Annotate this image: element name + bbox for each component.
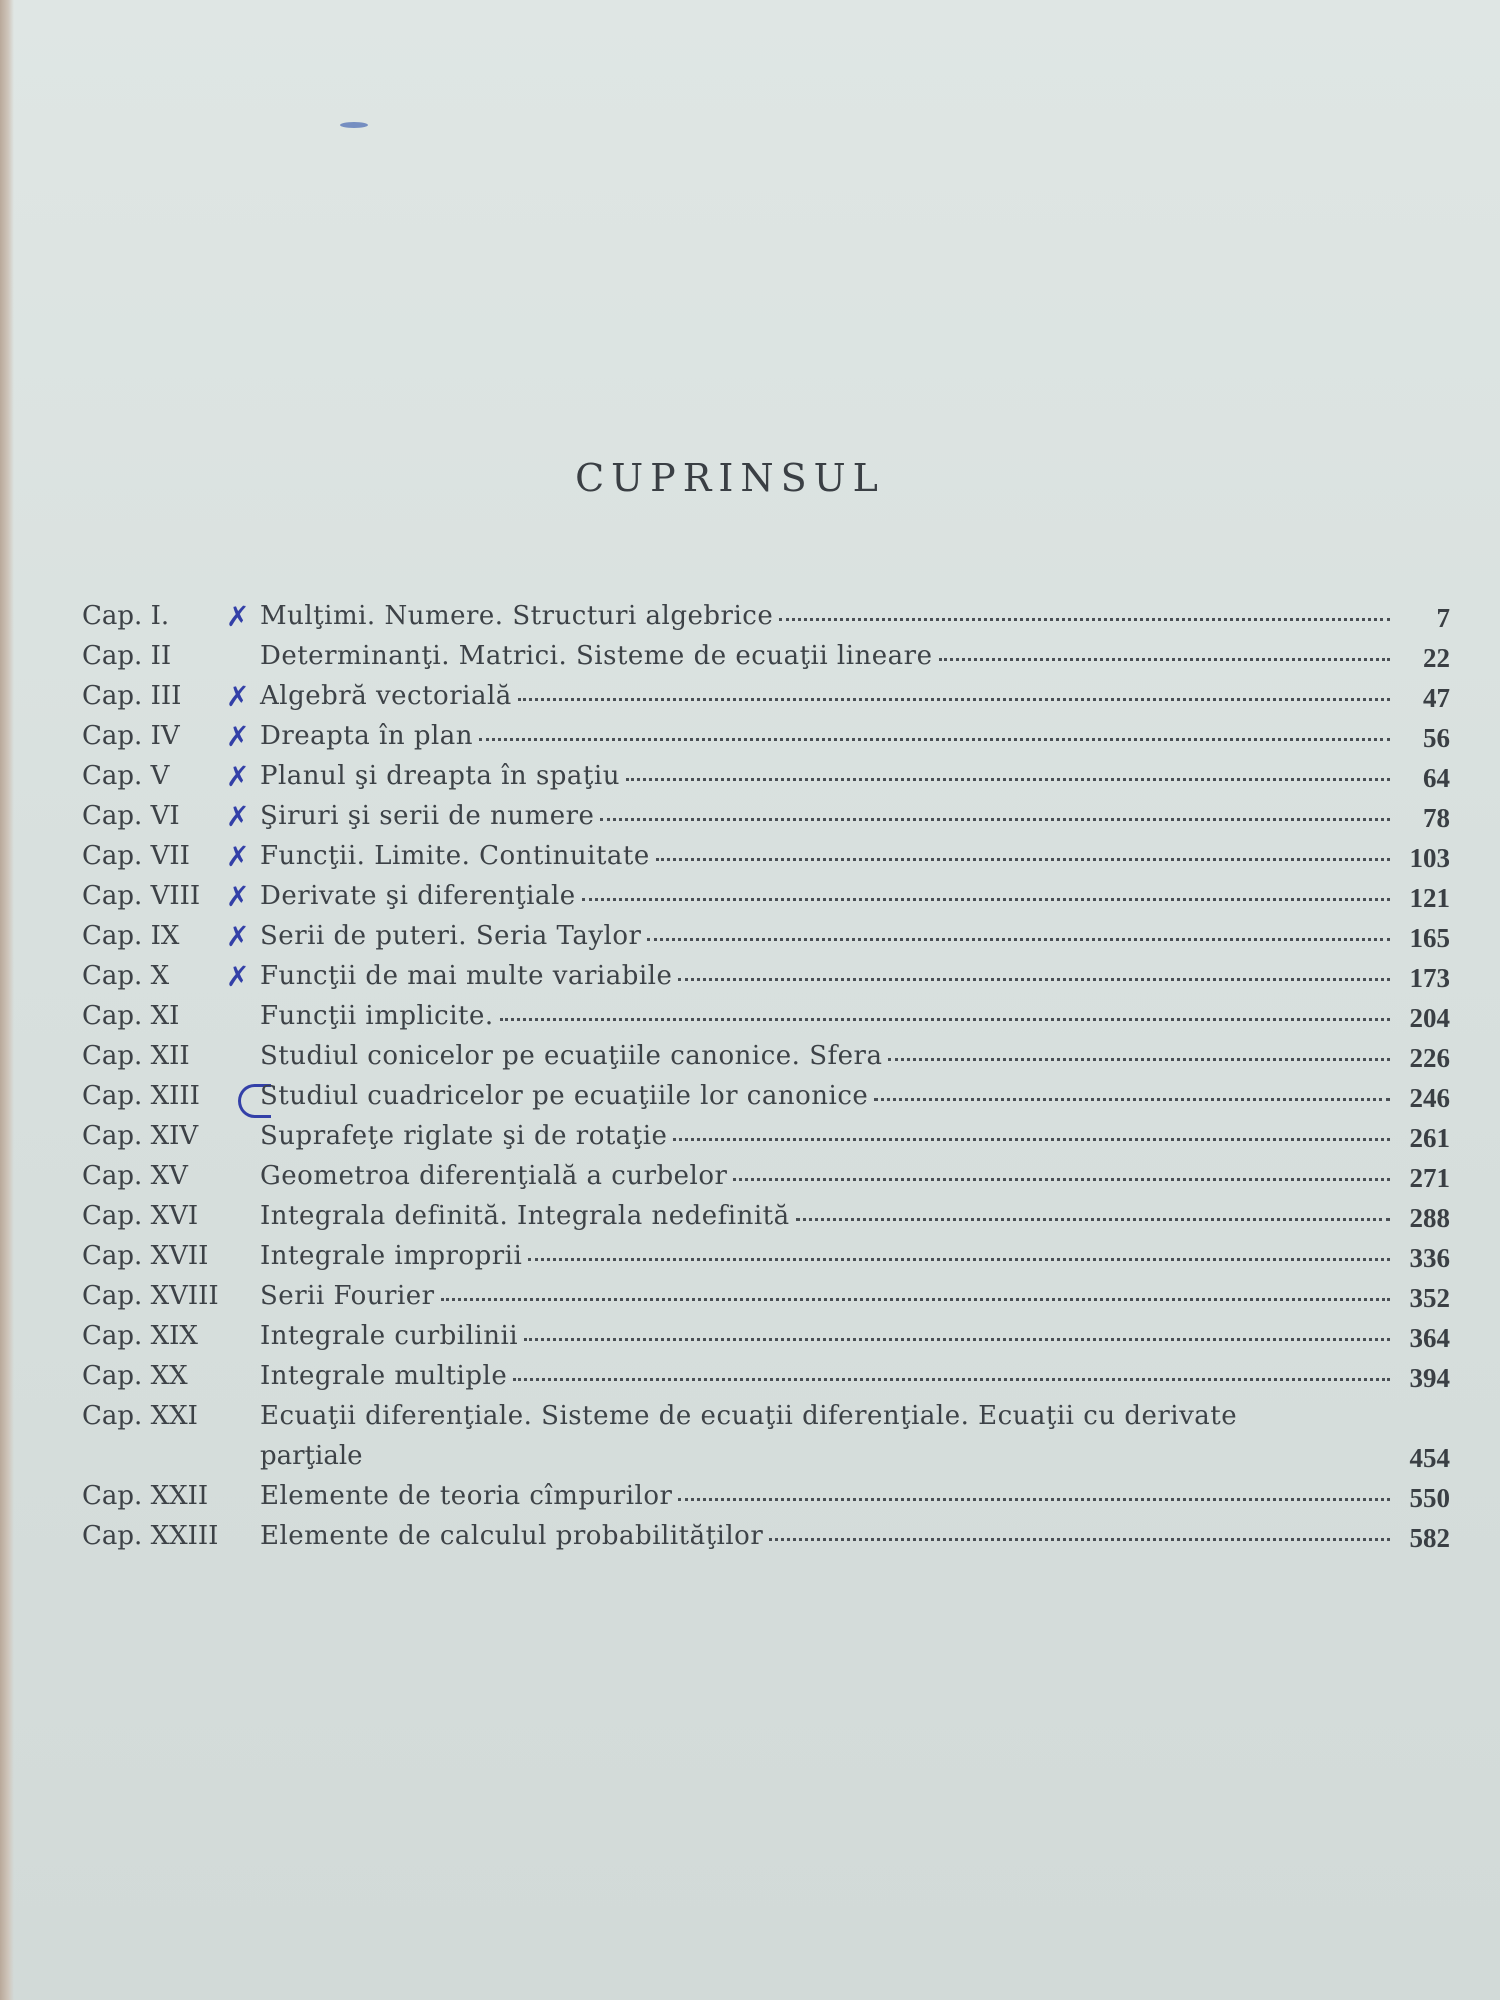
page-number: 271 (1409, 1163, 1450, 1193)
toc-row (60, 636, 1450, 676)
chapter-entry (260, 1196, 1390, 1236)
page-number: 226 (1409, 1043, 1450, 1073)
chapter-title: Geometroa diferenţială a curbelor (260, 1161, 728, 1191)
chapter-title: Funcţii implicite. (260, 1001, 494, 1031)
chapter-number: Cap. XXII (82, 1481, 209, 1511)
chapter-number: Cap. XIII (82, 1081, 200, 1111)
dot-leader (479, 738, 1390, 741)
chapter-entry (260, 1076, 1390, 1116)
pen-check-mark-icon: ✗ (226, 960, 250, 993)
page-title: CUPRINSUL (575, 456, 885, 500)
toc-row (60, 676, 1450, 716)
toc-row (60, 1396, 1450, 1476)
chapter-title: Serii Fourier (260, 1281, 435, 1311)
chapter-entry (260, 916, 1390, 956)
dot-leader (513, 1378, 1390, 1381)
page-binding-edge (0, 0, 14, 2000)
toc-row (60, 1036, 1450, 1076)
page-number: 64 (1423, 763, 1450, 793)
chapter-number: Cap. X (82, 961, 170, 991)
chapter-number: Cap. IV (82, 721, 180, 751)
chapter-entry (260, 636, 1390, 676)
chapter-number: Cap. XII (82, 1041, 190, 1071)
dot-leader (524, 1338, 1390, 1341)
dot-leader (673, 1138, 1390, 1141)
pen-check-mark-icon: ✗ (226, 880, 250, 913)
chapter-entry (260, 1116, 1390, 1156)
chapter-entry (260, 756, 1390, 796)
chapter-number: Cap. IX (82, 921, 180, 951)
dot-leader (779, 618, 1390, 621)
ink-smudge (340, 122, 368, 128)
chapter-entry (260, 1236, 1390, 1276)
page-number: 47 (1423, 683, 1450, 713)
page-number: 454 (1409, 1443, 1450, 1473)
chapter-number: Cap. VIII (82, 881, 201, 911)
chapter-number: Cap. V (82, 761, 170, 791)
chapter-entry (260, 596, 1390, 636)
page-number: 173 (1409, 963, 1450, 993)
page-number: 56 (1423, 723, 1450, 753)
chapter-number: Cap. XI (82, 1001, 180, 1031)
page-number: 364 (1409, 1323, 1450, 1353)
chapter-number: Cap. I. (82, 601, 170, 631)
page-number: 261 (1409, 1123, 1450, 1153)
chapter-number: Cap. XX (82, 1361, 188, 1391)
pen-check-mark-icon: ✗ (226, 920, 250, 953)
toc-row (60, 1116, 1450, 1156)
chapter-number: Cap. VI (82, 801, 180, 831)
dot-leader (874, 1098, 1390, 1101)
toc-row (60, 956, 1450, 996)
pen-check-mark-icon: ✗ (226, 720, 250, 753)
pen-check-mark-icon: ✗ (226, 600, 250, 633)
chapter-title: Determinanţi. Matrici. Sisteme de ecuaţii lineare (260, 641, 933, 671)
chapter-number: Cap. XVII (82, 1241, 209, 1271)
chapter-entry (260, 1356, 1390, 1396)
chapter-title: Elemente de calculul probabilităţilor (260, 1521, 764, 1551)
dot-leader (647, 938, 1390, 941)
page-number: 336 (1409, 1243, 1450, 1273)
chapter-entry (260, 1036, 1390, 1076)
chapter-title: Algebră vectorială (260, 681, 512, 711)
page-number: 550 (1409, 1483, 1450, 1513)
toc-row (60, 996, 1450, 1036)
dot-leader (678, 978, 1390, 981)
toc-row (60, 1196, 1450, 1236)
dot-leader (939, 658, 1391, 661)
chapter-title: Funcţii de mai multe variabile (260, 961, 673, 991)
toc-row (60, 1316, 1450, 1356)
pen-check-mark-icon: ✗ (226, 800, 250, 833)
chapter-entry (260, 1316, 1390, 1356)
chapter-entry (260, 876, 1390, 916)
pen-check-mark-icon: ✗ (226, 680, 250, 713)
chapter-title: Funcţii. Limite. Continuitate (260, 841, 650, 871)
page-number: 288 (1409, 1203, 1450, 1233)
chapter-number: Cap. III (82, 681, 182, 711)
toc-row (60, 1516, 1450, 1556)
dot-leader (518, 698, 1390, 701)
pen-check-mark-icon: ✗ (226, 760, 250, 793)
chapter-title: Mulţimi. Numere. Structuri algebrice (260, 601, 774, 631)
table-of-contents (60, 596, 1450, 1556)
chapter-entry (260, 836, 1390, 876)
chapter-number: Cap. XVI (82, 1201, 199, 1231)
toc-row (60, 716, 1450, 756)
chapter-entry (260, 1276, 1390, 1316)
page-number: 22 (1423, 643, 1450, 673)
dot-leader (796, 1218, 1390, 1221)
dot-leader (582, 898, 1390, 901)
toc-row (60, 1356, 1450, 1396)
toc-row (60, 756, 1450, 796)
chapter-title: Integrale multiple (260, 1361, 508, 1391)
dot-leader (733, 1178, 1390, 1181)
chapter-title: Elemente de teoria cîmpurilor (260, 1481, 673, 1511)
chapter-title: Planul şi dreapta în spaţiu (260, 761, 620, 791)
chapter-entry (260, 1156, 1390, 1196)
chapter-title: Integrale improprii (260, 1241, 523, 1271)
toc-row (60, 1076, 1450, 1116)
dot-leader (500, 1018, 1390, 1021)
toc-row (60, 1156, 1450, 1196)
page-number: 78 (1423, 803, 1450, 833)
dot-leader (678, 1498, 1390, 1501)
toc-row (60, 836, 1450, 876)
toc-row (60, 1476, 1450, 1516)
chapter-title-continuation: parţiale (260, 1441, 363, 1471)
chapter-title: Derivate şi diferenţiale (260, 881, 576, 911)
dot-leader (656, 858, 1390, 861)
dot-leader (441, 1298, 1390, 1301)
page-number: 7 (1436, 603, 1450, 633)
chapter-number: Cap. XIX (82, 1321, 198, 1351)
chapter-entry (260, 1476, 1390, 1516)
toc-row (60, 796, 1450, 836)
chapter-title: Serii de puteri. Seria Taylor (260, 921, 642, 951)
toc-row (60, 596, 1450, 636)
chapter-number: Cap. XXI (82, 1401, 198, 1431)
chapter-number: Cap. XV (82, 1161, 188, 1191)
page-number: 394 (1409, 1363, 1450, 1393)
page-number: 103 (1409, 843, 1450, 873)
toc-row (60, 1236, 1450, 1276)
chapter-entry (260, 996, 1390, 1036)
chapter-entry (260, 716, 1390, 756)
chapter-title: Integrale curbilinii (260, 1321, 519, 1351)
chapter-number: Cap. VII (82, 841, 190, 871)
page-number: 352 (1409, 1283, 1450, 1313)
chapter-entry (260, 1396, 1390, 1436)
chapter-entry (260, 1516, 1390, 1556)
chapter-title: Integrala definită. Integrala nedefinită (260, 1201, 790, 1231)
page-number: 121 (1409, 883, 1450, 913)
pen-check-mark-icon: ✗ (226, 840, 250, 873)
dot-leader (769, 1538, 1390, 1541)
toc-row (60, 876, 1450, 916)
chapter-number: Cap. XIV (82, 1121, 199, 1151)
chapter-number: Cap. XVIII (82, 1281, 219, 1311)
chapter-entry (260, 796, 1390, 836)
dot-leader (626, 778, 1390, 781)
page-number: 204 (1409, 1003, 1450, 1033)
chapter-entry (260, 676, 1390, 716)
chapter-number: Cap. II (82, 641, 172, 671)
toc-row (60, 1276, 1450, 1316)
chapter-title: Dreapta în plan (260, 721, 474, 751)
page-number: 246 (1409, 1083, 1450, 1113)
chapter-entry-continuation (260, 1436, 1390, 1476)
chapter-number: Cap. XXIII (82, 1521, 219, 1551)
page-number: 165 (1409, 923, 1450, 953)
chapter-title: Ecuaţii diferenţiale. Sisteme de ecuaţii diferenţiale. Ecuaţii cu derivate (260, 1401, 1238, 1431)
chapter-entry (260, 956, 1390, 996)
dot-leader (528, 1258, 1390, 1261)
chapter-title: Studiul conicelor pe ecuaţiile canonice. Sfera (260, 1041, 883, 1071)
page-number: 582 (1409, 1523, 1450, 1553)
chapter-title: Suprafeţe riglate şi de rotaţie (260, 1121, 668, 1151)
dot-leader (888, 1058, 1390, 1061)
chapter-title: Studiul cuadricelor pe ecuaţiile lor canonice (260, 1081, 869, 1111)
toc-row (60, 916, 1450, 956)
dot-leader (600, 818, 1390, 821)
chapter-title: Şiruri şi serii de numere (260, 801, 595, 831)
